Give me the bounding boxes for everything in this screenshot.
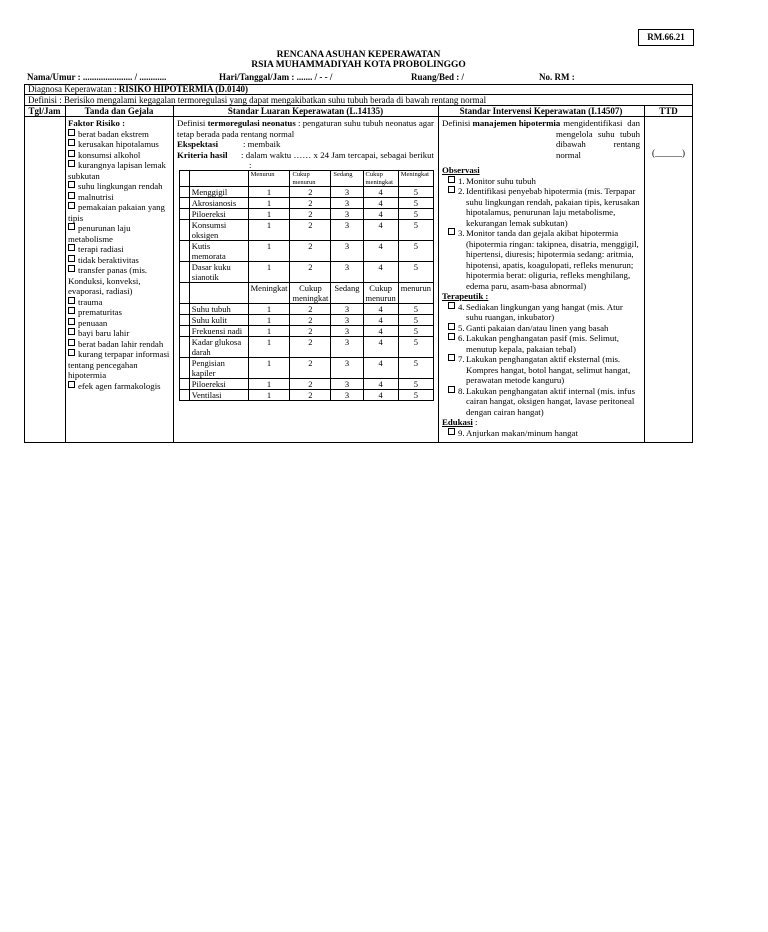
checkbox-icon[interactable] [68, 349, 75, 356]
criteria-row [180, 220, 434, 241]
score-cell[interactable]: 3 [331, 390, 363, 401]
intervention-item: 1. Monitor suhu tubuh [442, 176, 640, 187]
score-cell[interactable]: 2 [290, 315, 331, 326]
scale-header-cell: Cukup menurun [363, 283, 398, 304]
checkbox-icon[interactable] [448, 354, 455, 361]
score-cell[interactable]: 3 [331, 198, 363, 209]
column-divider [65, 106, 66, 443]
score-cell[interactable]: 4 [363, 390, 398, 401]
criteria-row [180, 337, 434, 358]
column-divider [173, 106, 174, 443]
score-cell[interactable]: 3 [331, 379, 363, 390]
criteria-row [180, 326, 434, 337]
checkbox-icon[interactable] [68, 202, 75, 209]
date-field: Hari/Tanggal/Jam : ....... / - - / [219, 72, 333, 82]
intervention-item: 5. Ganti pakaian dan/atau linen yang basah [442, 323, 640, 334]
score-cell[interactable]: 4 [363, 241, 398, 262]
therapeutic-title: Terapeutik : [442, 291, 489, 301]
checkbox-icon[interactable] [68, 381, 75, 388]
checkbox-icon[interactable] [68, 265, 75, 272]
score-cell[interactable]: 1 [248, 220, 290, 241]
criteria-row [180, 198, 434, 209]
score-cell[interactable]: 4 [363, 379, 398, 390]
diagnosis-value: RISIKO HIPOTERMIA (D.0140) [118, 84, 248, 94]
risk-factor-item: berat badan lahir rendah [68, 339, 171, 350]
score-cell[interactable]: 5 [398, 315, 433, 326]
criteria-row [180, 304, 434, 315]
score-cell[interactable]: 5 [398, 209, 433, 220]
score-cell[interactable]: 3 [331, 337, 363, 358]
criteria-label: Konsumsi oksigen [189, 220, 248, 241]
score-cell[interactable]: 4 [363, 358, 398, 379]
score-cell[interactable]: 1 [248, 187, 290, 198]
score-cell[interactable]: 1 [248, 315, 290, 326]
score-cell[interactable]: 4 [363, 220, 398, 241]
rm-number-field: No. RM : [539, 72, 575, 82]
criteria-row [180, 379, 434, 390]
risk-factor-item: trauma [68, 297, 171, 308]
score-cell[interactable]: 5 [398, 326, 433, 337]
checkbox-icon[interactable] [68, 244, 75, 251]
risk-factor-item: malnutrisi [68, 192, 171, 203]
checkbox-icon[interactable] [68, 297, 75, 304]
score-cell[interactable]: 5 [398, 337, 433, 358]
column-divider [644, 106, 645, 443]
checkbox-icon[interactable] [68, 181, 75, 188]
scale-header-row [180, 283, 434, 304]
name-age-field: Nama/Umur : ...................... / ............ [27, 72, 167, 82]
checkbox-icon[interactable] [68, 328, 75, 335]
score-cell[interactable]: 3 [331, 241, 363, 262]
scale-header-cell: menurun [398, 283, 433, 304]
criteria-row [180, 315, 434, 326]
outcome-section [177, 118, 434, 171]
criteria-row [180, 358, 434, 379]
criteria-label: Pengisian kapiler [189, 358, 248, 379]
risk-factor-item: suhu lingkungan rendah [68, 181, 171, 192]
risk-factor-item: terapi radiasi [68, 244, 171, 255]
risk-factor-item: tidak beraktivitas [68, 255, 171, 266]
risk-factor-item: berat badan ekstrem [68, 129, 171, 140]
score-cell[interactable]: 2 [290, 220, 331, 241]
risk-factor-item: prematuritas [68, 307, 171, 318]
risk-factor-item: pemakaian pakaian yang tipis [68, 202, 165, 223]
criteria-label: Piloereksi [189, 209, 248, 220]
diagnosis-definition: Definisi : Berisiko mengalami kegagalan termoregulasi yang dapat mengakibatkan suhu tubuh berada di bawah rentang normal [24, 95, 693, 106]
risk-factors-section [68, 118, 171, 391]
column-header-sign: TTD [644, 106, 693, 117]
risk-factor-list [68, 129, 171, 392]
outcome-criteria: Kriteria hasil : dalam waktu …… x 24 Jam tercapai, sebagai berikut : [177, 149, 434, 170]
scale-header-cell: Sedang [331, 171, 363, 187]
score-cell[interactable]: 5 [398, 304, 433, 315]
intervention-item: 2. Identifikasi penyebab hipotermia (mis. Terpapar suhu lingkungan rendah, pakaian tipis, kerusakan hipotalamus, penurunan laju metabolisme, kekurangan lemak subkutan) [442, 186, 640, 228]
checkbox-icon[interactable] [448, 386, 455, 393]
intervention-item: 8. Lakukan penghangatan aktif internal (mis. infus cairan hangat, oksigen hangat, lavase peritoneal dengan cairan hangat) [442, 386, 640, 418]
score-cell[interactable]: 5 [398, 262, 433, 283]
checkbox-icon[interactable] [448, 333, 455, 340]
risk-factor-item: kurang terpapar informasi tentang pencegahan hipotermia [68, 349, 170, 380]
criteria-label: Menggigil [189, 187, 248, 198]
column-header-intervention: Standar Intervensi Keperawatan (I.14507) [438, 106, 644, 117]
risk-factor-item: kerusakan hipotalamus [68, 139, 171, 150]
score-cell[interactable]: 3 [331, 220, 363, 241]
score-cell[interactable]: 2 [290, 198, 331, 209]
intervention-item: 9. Anjurkan makan/minum hangat [442, 428, 640, 439]
checkbox-icon[interactable] [68, 139, 75, 146]
scale-header-cell: Cukup menurun [290, 171, 331, 187]
risk-factor-item: penuaan [68, 318, 171, 329]
column-header-time: Tgl/Jam [24, 106, 65, 117]
checkbox-icon[interactable] [448, 228, 455, 235]
score-cell[interactable]: 5 [398, 241, 433, 262]
checkbox-icon[interactable] [68, 150, 75, 157]
intervention-definition: Definisi manajemen hipotermia [442, 118, 561, 128]
intervention-item: 7. Lakukan penghangatan aktif eksternal (mis. Kompres hangat, botol hangat, selimut hangat, perawatan metode kanguru) [442, 354, 640, 386]
checkbox-icon[interactable] [68, 192, 75, 199]
score-cell[interactable]: 3 [331, 209, 363, 220]
score-cell[interactable]: 1 [248, 304, 290, 315]
score-cell[interactable]: 1 [248, 358, 290, 379]
score-cell[interactable]: 2 [290, 304, 331, 315]
outcome-expectation: Ekspektasi : membaik [177, 139, 281, 149]
risk-factor-item: kurangnya lapisan lemak subkutan [68, 160, 166, 181]
score-cell[interactable]: 1 [248, 390, 290, 401]
score-cell[interactable]: 1 [248, 379, 290, 390]
checkbox-icon[interactable] [68, 223, 75, 230]
score-cell[interactable]: 3 [331, 315, 363, 326]
criteria-label: Suhu kulit [189, 315, 248, 326]
score-cell[interactable]: 4 [363, 326, 398, 337]
score-cell[interactable]: 3 [331, 326, 363, 337]
checkbox-icon[interactable] [448, 302, 455, 309]
scale-header-cell: Sedang [331, 283, 363, 304]
score-cell[interactable]: 2 [290, 390, 331, 401]
score-cell[interactable]: 4 [363, 337, 398, 358]
score-cell[interactable]: 1 [248, 198, 290, 209]
score-cell[interactable]: 5 [398, 358, 433, 379]
criteria-label: Dasar kuku sianotik [189, 262, 248, 283]
observation-list [442, 176, 640, 292]
risk-factor-item: konsumsi alkohol [68, 150, 171, 161]
score-cell[interactable]: 2 [290, 187, 331, 198]
score-cell[interactable]: 2 [290, 326, 331, 337]
risk-factor-item: bayi baru lahir [68, 328, 171, 339]
score-cell[interactable]: 2 [290, 337, 331, 358]
scale-header-cell: Cukup meningkat [363, 171, 398, 187]
criteria-label: Akrosianosis [189, 198, 248, 209]
score-cell[interactable]: 3 [331, 187, 363, 198]
checkbox-icon[interactable] [448, 428, 455, 435]
score-cell[interactable]: 4 [363, 209, 398, 220]
education-list [442, 428, 640, 439]
checkbox-icon[interactable] [68, 339, 75, 346]
outcome-criteria-table [179, 170, 434, 401]
criteria-row [180, 209, 434, 220]
score-cell[interactable]: 4 [363, 262, 398, 283]
checkbox-icon[interactable] [68, 160, 75, 167]
scale-header-cell: Cukup meningkat [290, 283, 331, 304]
criteria-label: Ventilasi [189, 390, 248, 401]
score-cell[interactable]: 2 [290, 379, 331, 390]
column-divider [438, 106, 439, 443]
scale-header-cell: Meningkat [398, 171, 433, 187]
column-header-signs: Tanda dan Gejala [65, 106, 173, 117]
criteria-label: Piloereksi [189, 379, 248, 390]
score-cell[interactable]: 3 [331, 304, 363, 315]
score-cell[interactable]: 3 [331, 262, 363, 283]
risk-factor-item: transfer panas (mis. Konduksi, konveksi, evaporasi, radiasi) [68, 265, 148, 296]
score-cell[interactable]: 4 [363, 304, 398, 315]
criteria-label: Frekuensi nadi [189, 326, 248, 337]
score-cell[interactable]: 4 [363, 187, 398, 198]
signature-field: (______) [652, 148, 685, 158]
scale-header-cell: Meningkat [248, 283, 290, 304]
score-cell[interactable]: 5 [398, 198, 433, 209]
risk-factor-item: penurunan laju metabolisme [68, 223, 131, 244]
score-cell[interactable]: 2 [290, 209, 331, 220]
score-cell[interactable]: 3 [331, 358, 363, 379]
checkbox-icon[interactable] [68, 129, 75, 136]
score-cell[interactable]: 4 [363, 198, 398, 209]
score-cell[interactable]: 2 [290, 241, 331, 262]
checkbox-icon[interactable] [448, 186, 455, 193]
checkbox-icon[interactable] [448, 176, 455, 183]
criteria-label: Kadar glukosa darah [189, 337, 248, 358]
intervention-item: 6. Lakukan penghangatan pasif (mis. Selimut, menutup kepala, pakaian tebal) [442, 333, 640, 354]
criteria-label: Kutis memorata [189, 241, 248, 262]
checkbox-icon[interactable] [448, 323, 455, 330]
criteria-row [180, 390, 434, 401]
checkbox-icon[interactable] [68, 255, 75, 262]
checkbox-icon[interactable] [68, 318, 75, 325]
score-cell[interactable]: 2 [290, 262, 331, 283]
scale-header-row [180, 171, 434, 187]
observation-title: Observasi [442, 165, 480, 175]
score-cell[interactable]: 1 [248, 337, 290, 358]
score-cell[interactable]: 1 [248, 326, 290, 337]
score-cell[interactable]: 4 [363, 315, 398, 326]
risk-factor-item: efek agen farmakologis [68, 381, 171, 392]
risk-factors-title: Faktor Risiko : [68, 118, 126, 128]
scale-header-cell: Menurun [248, 171, 290, 187]
column-header-outcome: Standar Luaran Keperawatan (L.14135) [173, 106, 438, 117]
hospital-name: RSIA MUHAMMADIYAH KOTA PROBOLINGGO [251, 60, 466, 70]
intervention-item: 4. Sediakan lingkungan yang hangat (mis. Atur suhu ruangan, inkubator) [442, 302, 640, 323]
form-code-box: RM.66.21 [638, 29, 694, 46]
score-cell[interactable]: 1 [248, 209, 290, 220]
diagnosis-row: Diagnosa Keperawatan : RISIKO HIPOTERMIA (D.0140) [24, 84, 693, 95]
outcome-definition: Definisi termoregulasi neonatus : pengaturan suhu tubuh neonatus agar tetap berada pada rentang normal [177, 118, 434, 139]
score-cell[interactable]: 5 [398, 220, 433, 241]
criteria-row [180, 241, 434, 262]
score-cell[interactable]: 5 [398, 187, 433, 198]
intervention-item: 3. Monitor tanda dan gejala akibat hipotermia (hipotermia ringan: takipnea, disatria, menggigil, hipertensi, diuresis; hipotermia sedang: aritmia, hipotensi, apatis, koagulopati, refleks menurun; hipotermia berat: oliguria, refleks menghilang, edema paru, asam-basa abnormal) [442, 228, 640, 291]
score-cell[interactable]: 5 [398, 390, 433, 401]
therapeutic-list [442, 302, 640, 418]
score-cell[interactable]: 1 [248, 241, 290, 262]
education-title: Edukasi : [442, 417, 478, 427]
score-cell[interactable]: 2 [290, 358, 331, 379]
intervention-definition-text: : mengidentifikasi dan mengelola suhu tubuh dibawah rentang normal [556, 118, 640, 160]
form-title: RENCANA ASUHAN KEPERAWATAN [276, 50, 441, 60]
criteria-row [180, 262, 434, 283]
score-cell[interactable]: 1 [248, 262, 290, 283]
criteria-row [180, 187, 434, 198]
checkbox-icon[interactable] [68, 307, 75, 314]
score-cell[interactable]: 5 [398, 379, 433, 390]
criteria-label: Suhu tubuh [189, 304, 248, 315]
intervention-section [442, 118, 640, 438]
room-field: Ruang/Bed : / [411, 72, 465, 82]
